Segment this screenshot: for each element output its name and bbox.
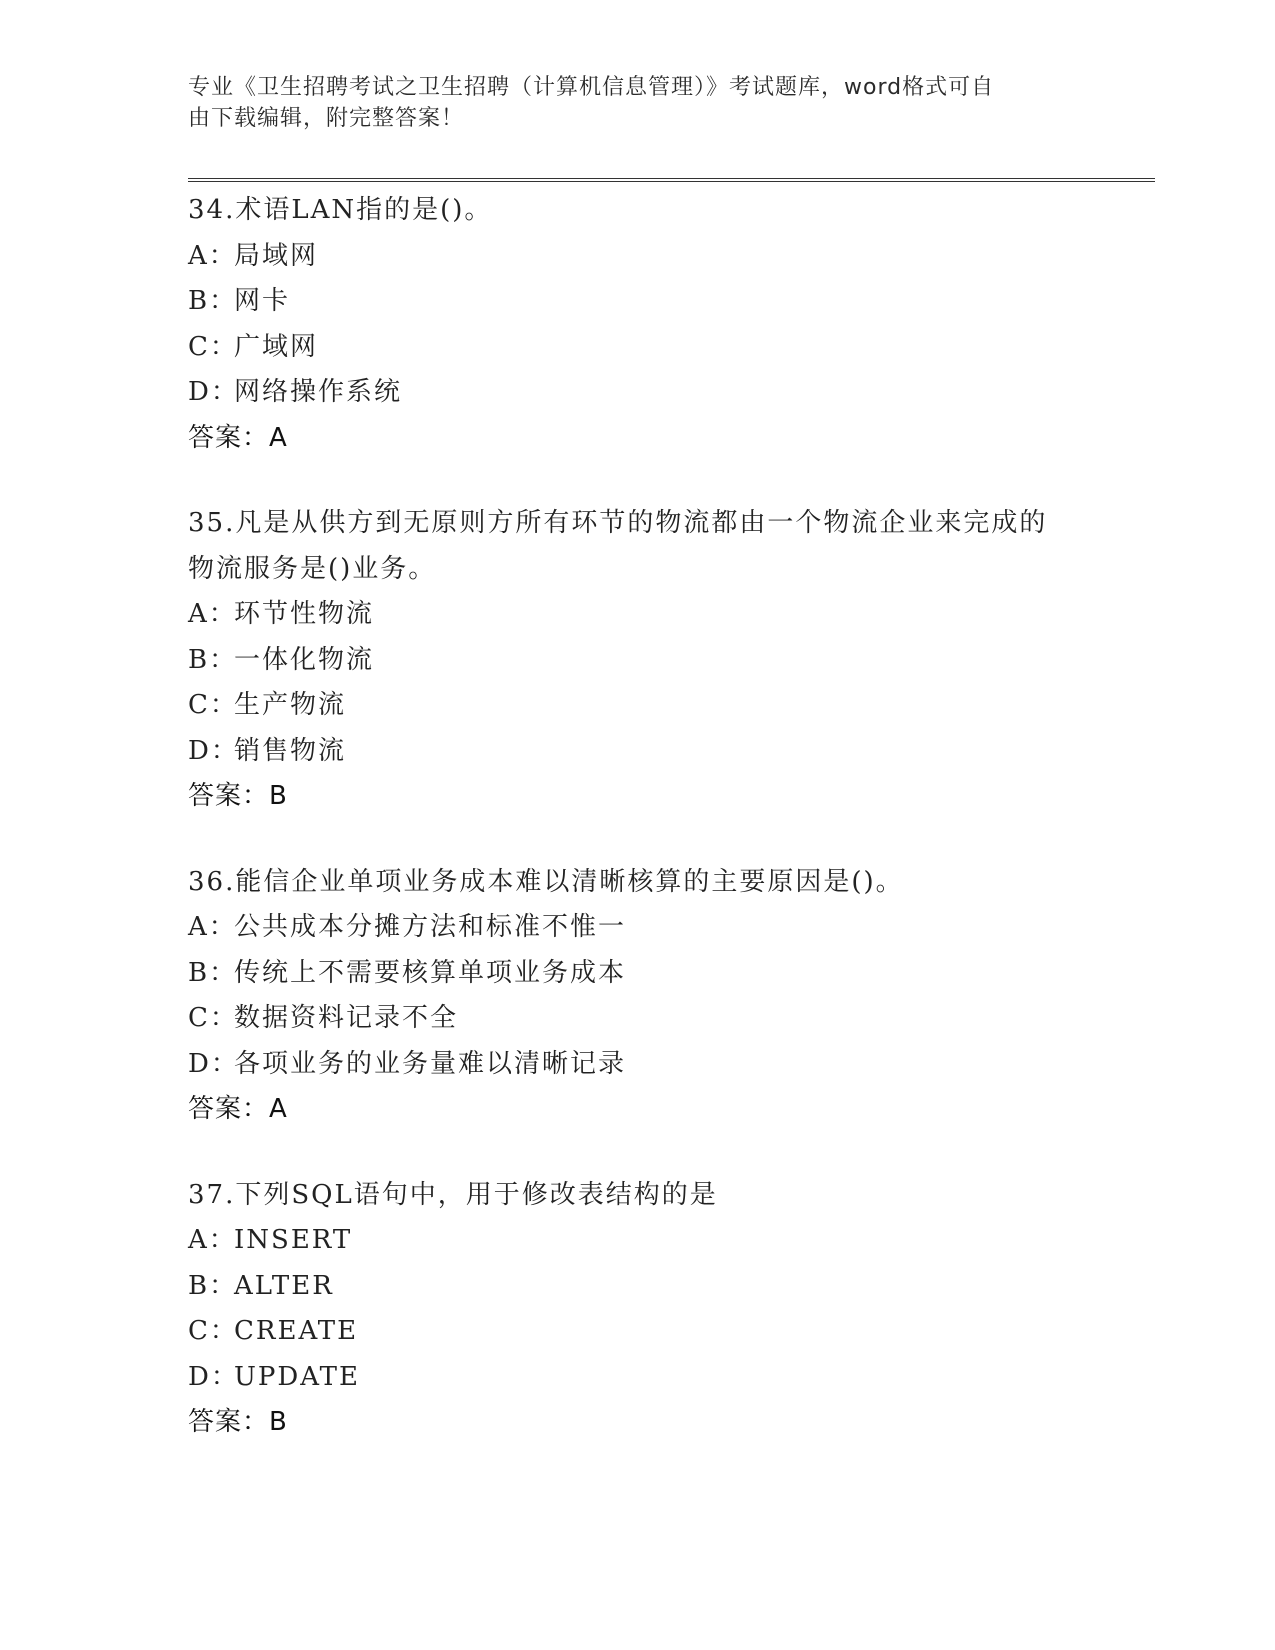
option-row [188,279,1138,325]
option-text: 局域网 [234,240,319,271]
question-stem: 37.下列SQL语句中，用于修改表结构的是 [188,1179,718,1210]
option-row [188,234,1138,280]
option-text: CREATE [234,1316,359,1346]
option-label: D： [188,735,239,766]
option-label: A： [188,599,237,629]
option-row [188,325,1138,371]
option-text: 一体化物流 [234,644,375,675]
option-row [188,1264,1138,1310]
option-text: 公共成本分摊方法和标准不惟一 [234,912,627,942]
question-list [188,188,1138,1486]
option-label: D： [188,377,239,407]
question-block [188,501,1138,820]
option-row [188,592,1138,638]
option-label: B： [188,644,238,675]
header-line-2: 由下载编辑，附完整答案！ [188,106,465,131]
question-stem: 物流服务是()业务。 [188,553,437,584]
option-label: C： [188,331,238,362]
option-row [188,951,1138,997]
option-label: A： [188,240,237,271]
option-label: D： [188,1048,239,1079]
option-row [188,638,1138,684]
option-label: B： [188,1270,238,1301]
option-label: C： [188,1003,238,1033]
option-text: 销售物流 [234,735,347,766]
option-row [188,683,1138,729]
option-text: ALTER [234,1270,334,1301]
question-block [188,860,1138,1133]
question-block [188,1173,1138,1446]
option-text: 环节性物流 [234,599,375,629]
option-text: 生产物流 [234,690,347,720]
option-label: C： [188,690,238,720]
option-row [188,1042,1138,1088]
option-label: B： [188,957,238,988]
option-text: 网络操作系统 [234,377,403,407]
option-row [188,729,1138,775]
answer-text: 答案：A [188,1094,288,1124]
option-row [188,370,1138,416]
option-row [188,996,1138,1042]
option-row [188,905,1138,951]
option-label: B： [188,286,238,316]
document-header [188,72,1088,134]
option-text: 传统上不需要核算单项业务成本 [234,957,627,988]
option-row [188,1309,1138,1355]
header-line-1: 专业《卫生招聘考试之卫生招聘（计算机信息管理）》考试题库，word格式可自 [188,75,995,100]
question-stem: 35.凡是从供方到无原则方所有环节的物流都由一个物流企业来完成的 [188,508,1048,538]
option-text: 网卡 [234,286,291,316]
question-block [188,188,1138,461]
answer-text: 答案：A [188,422,288,453]
question-stem: 34.术语LAN指的是()。 [188,195,493,225]
answer-text: 答案：B [188,781,288,811]
option-text: 各项业务的业务量难以清晰记录 [234,1048,627,1079]
header-divider [188,178,1155,182]
option-label: A： [188,1225,237,1255]
option-text: UPDATE [234,1361,360,1392]
option-text: 广域网 [234,331,319,362]
option-label: A： [188,912,237,942]
answer-text: 答案：B [188,1407,288,1437]
option-text: INSERT [234,1225,353,1255]
option-row [188,1218,1138,1264]
option-text: 数据资料记录不全 [234,1003,459,1033]
question-stem: 36.能信企业单项业务成本难以清晰核算的主要原因是()。 [188,866,904,897]
option-label: C： [188,1316,238,1346]
option-label: D： [188,1361,239,1392]
option-row [188,1355,1138,1401]
